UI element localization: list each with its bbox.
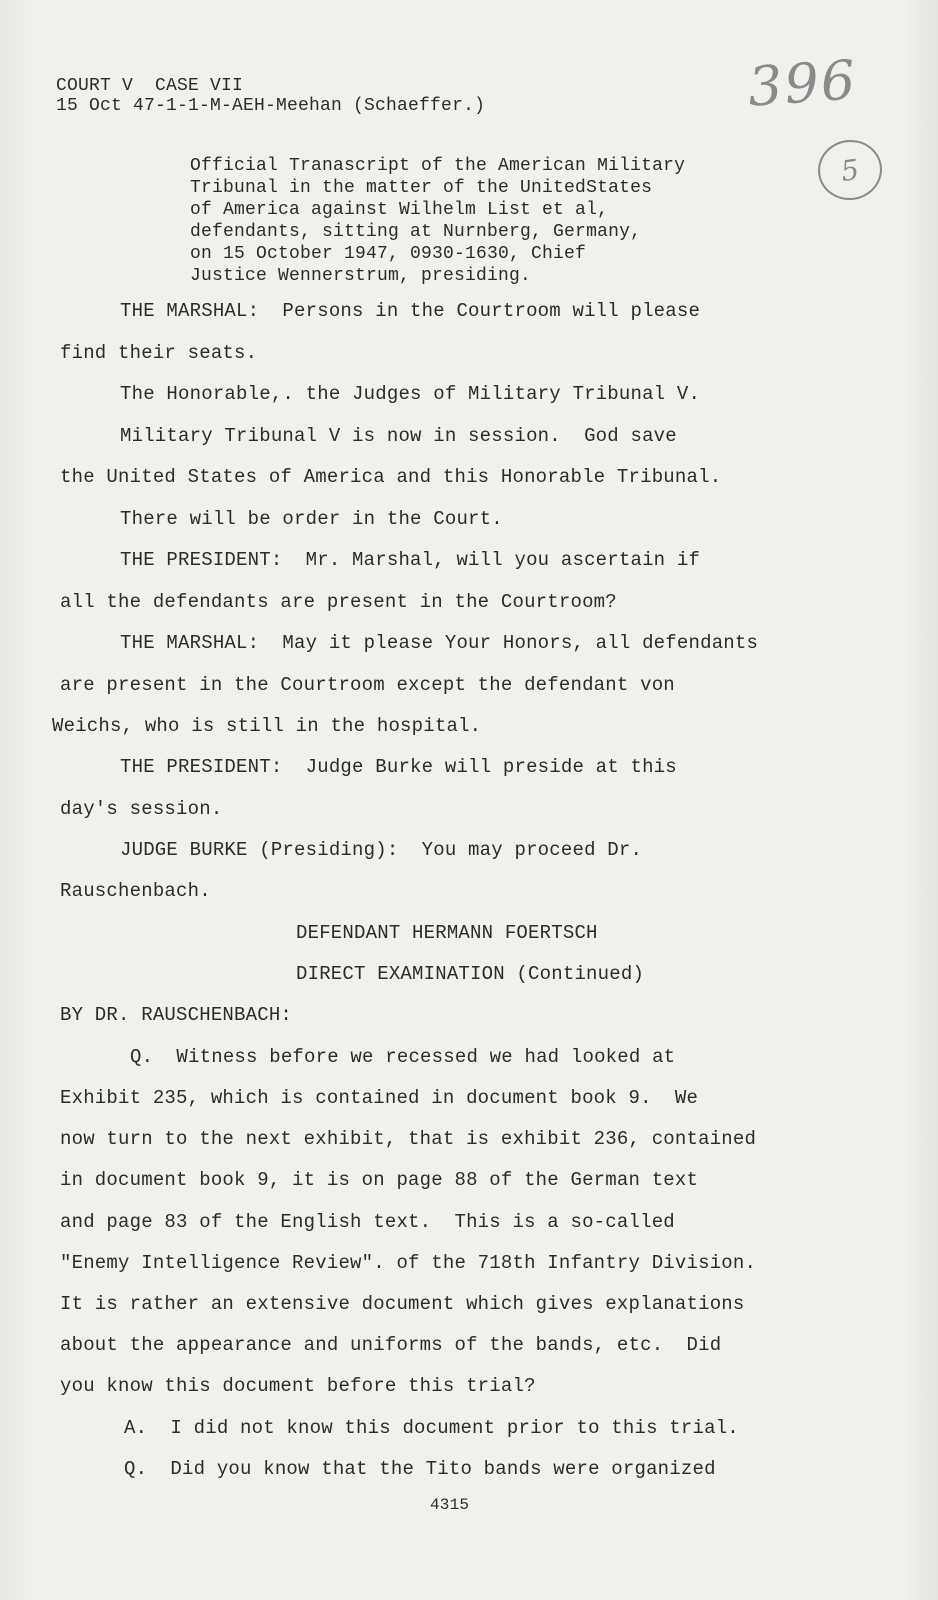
body-line: about the appearance and uniforms of the bands, etc. Did (60, 1334, 722, 1356)
body-line: THE MARSHAL: Persons in the Courtroom will please (120, 300, 701, 322)
body-line: Weichs, who is still in the hospital. (52, 715, 482, 737)
caption-line: of America against Wilhelm List et al, (190, 200, 609, 220)
caption-line: defendants, sitting at Nurnberg, Germany, (190, 222, 642, 242)
body-line: The Honorable,. the Judges of Military Tribunal V. (120, 383, 701, 405)
caption-line: Tribunal in the matter of the UnitedStates (190, 178, 653, 198)
body-line: all the defendants are present in the Courtroom? (60, 591, 617, 613)
circled-mark-value: 5 (838, 152, 862, 188)
body-line: day's session. (60, 798, 223, 820)
case-header-line-1: COURT V CASE VII (56, 76, 244, 96)
body-line: There will be order in the Court. (120, 508, 503, 530)
body-line: Q. Witness before we recessed we had looked at (130, 1046, 676, 1068)
section-heading: DEFENDANT HERMANN FOERTSCH (296, 922, 598, 944)
caption-line: on 15 October 1947, 0930-1630, Chief (190, 244, 587, 264)
body-line: A. I did not know this document prior to this trial. (124, 1417, 739, 1439)
body-line: "Enemy Intelligence Review". of the 718th Infantry Division. (60, 1252, 757, 1274)
caption-line: Official Tranascript of the American Military (190, 156, 686, 176)
body-line: and page 83 of the English text. This is a so-called (60, 1211, 675, 1233)
body-line: THE MARSHAL: May it please Your Honors, all defendants (120, 632, 759, 654)
body-line: Exhibit 235, which is contained in document book 9. We (60, 1087, 699, 1109)
section-heading: DIRECT EXAMINATION (Continued) (296, 963, 645, 985)
body-line: JUDGE BURKE (Presiding): You may proceed Dr. (120, 839, 643, 861)
body-line: Rauschenbach. (60, 880, 211, 902)
page-number: 4315 (430, 1496, 470, 1514)
body-line: Q. Did you know that the Tito bands were organized (124, 1458, 716, 1480)
body-line: find their seats. (60, 342, 258, 364)
body-line: are present in the Courtroom except the defendant von (60, 674, 675, 696)
body-line: in document book 9, it is on page 88 of the German text (60, 1169, 699, 1191)
body-line: the United States of America and this Honorable Tribunal. (60, 466, 722, 488)
body-line: BY DR. RAUSCHENBACH: (60, 1004, 293, 1026)
body-line: Military Tribunal V is now in session. God save (120, 425, 677, 447)
handwritten-page-mark: 396 (745, 48, 860, 119)
body-line: now turn to the next exhibit, that is exhibit 236, contained (60, 1128, 757, 1150)
body-line: you know this document before this trial? (60, 1375, 536, 1397)
body-line: It is rather an extensive document which gives explanations (60, 1293, 745, 1315)
caption-line: Justice Wennerstrum, presiding. (190, 266, 532, 286)
case-header-line-2: 15 Oct 47-1-1-M-AEH-Meehan (Schaeffer.) (56, 96, 486, 116)
body-line: THE PRESIDENT: Judge Burke will preside at this (120, 756, 677, 778)
circled-mark (814, 136, 886, 204)
body-line: THE PRESIDENT: Mr. Marshal, will you ascertain if (120, 549, 701, 571)
